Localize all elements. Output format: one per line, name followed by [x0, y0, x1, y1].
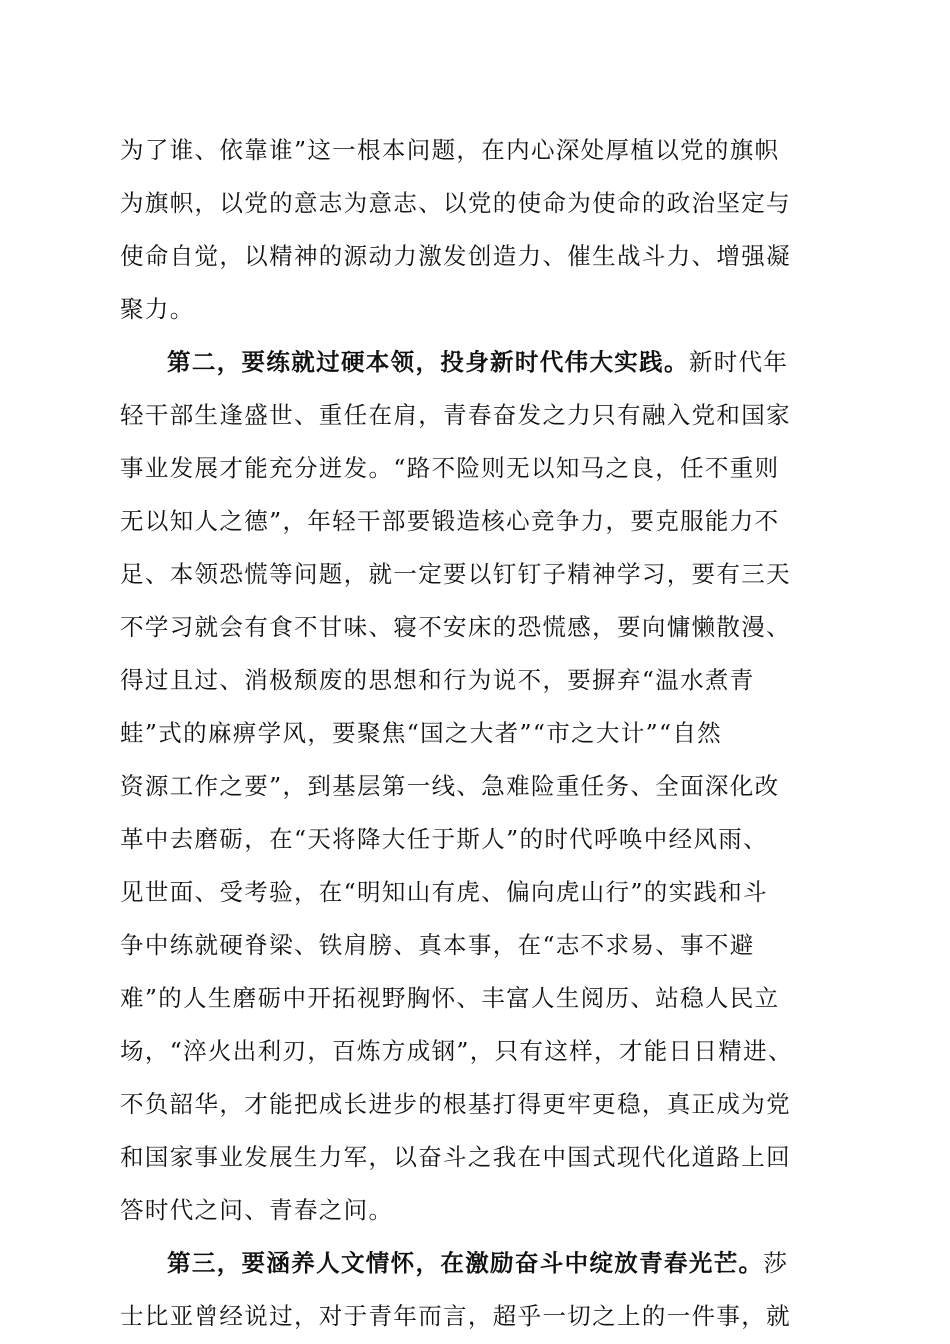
paragraph-3-line-1 [167, 1241, 788, 1285]
paragraph-3-line-2: 士比亚曾经说过，对于青年而言，超乎一切之上的一件事，就 [120, 1302, 791, 1330]
paragraph-2-first-line-rest: 新时代年 [688, 348, 789, 376]
paragraph-3-first-line-rest: 莎 [763, 1249, 789, 1277]
paragraph-2-heading: 第二，要练就过硬本领，投身新时代伟大实践。 [167, 348, 689, 376]
paragraph-1-line-1: 为了谁、依靠谁”这一根本问题，在内心深处厚植以党的旗帜 [120, 136, 780, 164]
paragraph-2-line-10: 革中去磨砺，在“天将降大任于斯人”的时代呼唤中经风雨、 [120, 825, 768, 853]
paragraph-2-line-6: 不学习就会有食不甘味、寝不安床的恐慌感，要向慵懒散漫、 [120, 613, 791, 641]
paragraph-2-line-8: 蛙”式的麻痹学风，要聚焦“国之大者”“市之大计”“自然 [120, 719, 723, 747]
paragraph-2-line-11: 见世面、受考验，在“明知山有虎、偏向虎山行”的实践和斗 [120, 878, 768, 906]
paragraph-2-line-7: 得过且过、消极颓废的思想和行为说不，要摒弃“温水煮青 [120, 666, 755, 694]
paragraph-2-line-9: 资源工作之要”，到基层第一线、急难险重任务、全面深化改 [120, 772, 780, 800]
paragraph-2-line-2: 轻干部生逢盛世、重任在肩，青春奋发之力只有融入党和国家 [120, 401, 791, 429]
paragraph-2-line-14: 场，“淬火出利刃，百炼方成钢”，只有这样，才能日日精进、 [120, 1037, 793, 1065]
paragraph-2-line-17: 答时代之问、青春之问。 [120, 1196, 394, 1224]
paragraph-2-line-15: 不负韶华，才能把成长进步的根基打得更牢更稳，真正成为党 [120, 1090, 791, 1118]
paragraph-2-line-5: 足、本领恐慌等问题，就一定要以钉钉子精神学习，要有三天 [120, 560, 791, 588]
paragraph-2-line-1 [167, 340, 788, 384]
paragraph-1-line-2: 为旗帜，以党的意志为意志、以党的使命为使命的政治坚定与 [120, 189, 791, 217]
paragraph-2-line-12: 争中练就硬脊梁、铁肩膀、真本事，在“志不求易、事不避 [120, 931, 755, 959]
paragraph-3-heading: 第三，要涵养人文情怀，在激励奋斗中绽放青春光芒。 [167, 1249, 764, 1277]
paragraph-2-line-4: 无以知人之德”，年轻干部要锻造核心竞争力，要克服能力不 [120, 507, 780, 535]
paragraph-2-line-16: 和国家事业发展生力军，以奋斗之我在中国式现代化道路上回 [120, 1143, 791, 1171]
paragraph-1-line-4: 聚力。 [120, 295, 195, 323]
paragraph-1-line-3: 使命自觉，以精神的源动力激发创造力、催生战斗力、增强凝 [120, 242, 791, 270]
paragraph-2-line-13: 难”的人生磨砺中开拓视野胸怀、丰富人生阅历、站稳人民立 [120, 984, 780, 1012]
paragraph-2-line-3: 事业发展才能充分迸发。“路不险则无以知马之良，任不重则 [120, 454, 780, 482]
